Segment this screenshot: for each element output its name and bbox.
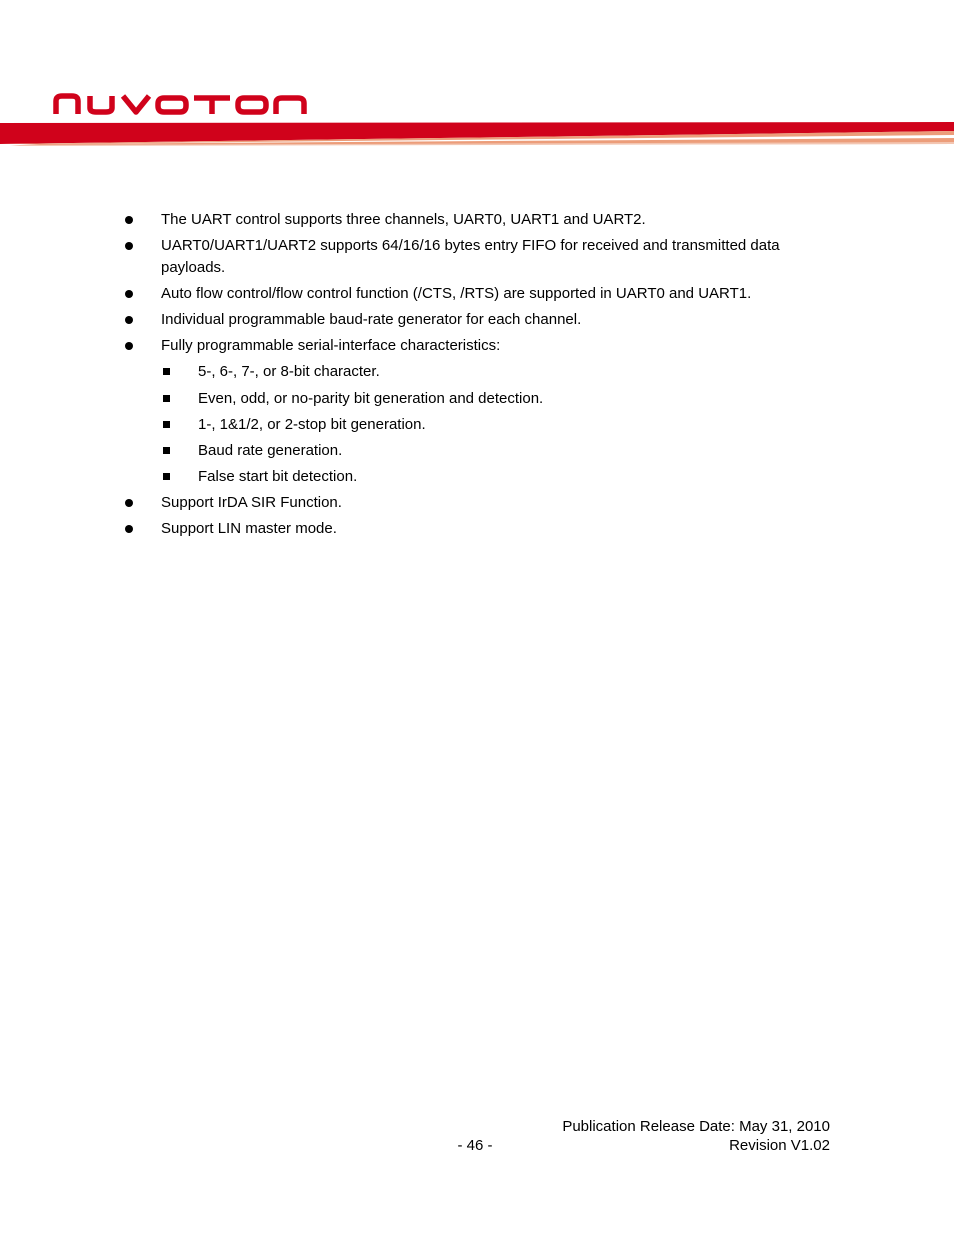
list-item (198, 466, 838, 488)
header-swoosh-bar (0, 118, 954, 148)
list-item (198, 414, 838, 436)
list-item-text: Fully programmable serial-interface characteristics: (161, 337, 501, 354)
list-item (161, 518, 841, 540)
list-item (198, 388, 838, 410)
list-item-text: Even, odd, or no-parity bit generation and detection. (198, 390, 544, 407)
list-item (161, 335, 841, 357)
bullet-dot-icon (125, 216, 133, 224)
list-item (161, 283, 841, 305)
list-item (161, 235, 841, 279)
nuvoton-logo (52, 90, 308, 116)
list-item (161, 492, 841, 514)
list-item-text: The UART control supports three channels, UART0, UART1 and UART2. (161, 211, 646, 228)
list-item-text: 5-, 6-, 7-, or 8-bit character. (198, 363, 380, 380)
bullet-square-icon (163, 368, 170, 375)
list-item-text: Support IrDA SIR Function. (161, 494, 342, 511)
bullet-square-icon (163, 421, 170, 428)
list-item-text: Auto flow control/flow control function (/CTS, /RTS) are supported in UART0 and UART1. (161, 285, 752, 302)
list-item (161, 309, 841, 331)
bullet-square-icon (163, 395, 170, 402)
bullet-square-icon (163, 447, 170, 454)
bullet-dot-icon (125, 242, 133, 250)
revision-label: Revision V1.02 (729, 1137, 830, 1154)
bullet-dot-icon (125, 290, 133, 298)
bullet-dot-icon (125, 499, 133, 507)
bullet-dot-icon (125, 525, 133, 533)
bullet-dot-icon (125, 316, 133, 324)
list-item-text: 1-, 1&1/2, or 2-stop bit generation. (198, 416, 426, 433)
page-number: - 46 - (457, 1137, 493, 1154)
list-item (198, 440, 838, 462)
list-item-text: UART0/UART1/UART2 supports 64/16/16 bytes entry FIFO for received and transmitted data payloads. (161, 237, 780, 276)
list-item-text: Support LIN master mode. (161, 520, 337, 537)
list-item-text: False start bit detection. (198, 468, 358, 485)
list-item (161, 209, 841, 231)
list-item-text: Individual programmable baud-rate generator for each channel. (161, 311, 582, 328)
list-item-text: Baud rate generation. (198, 442, 343, 459)
list-item (198, 361, 838, 383)
bullet-dot-icon (125, 342, 133, 350)
publication-release-date: Publication Release Date: May 31, 2010 (562, 1118, 830, 1135)
bullet-square-icon (163, 473, 170, 480)
